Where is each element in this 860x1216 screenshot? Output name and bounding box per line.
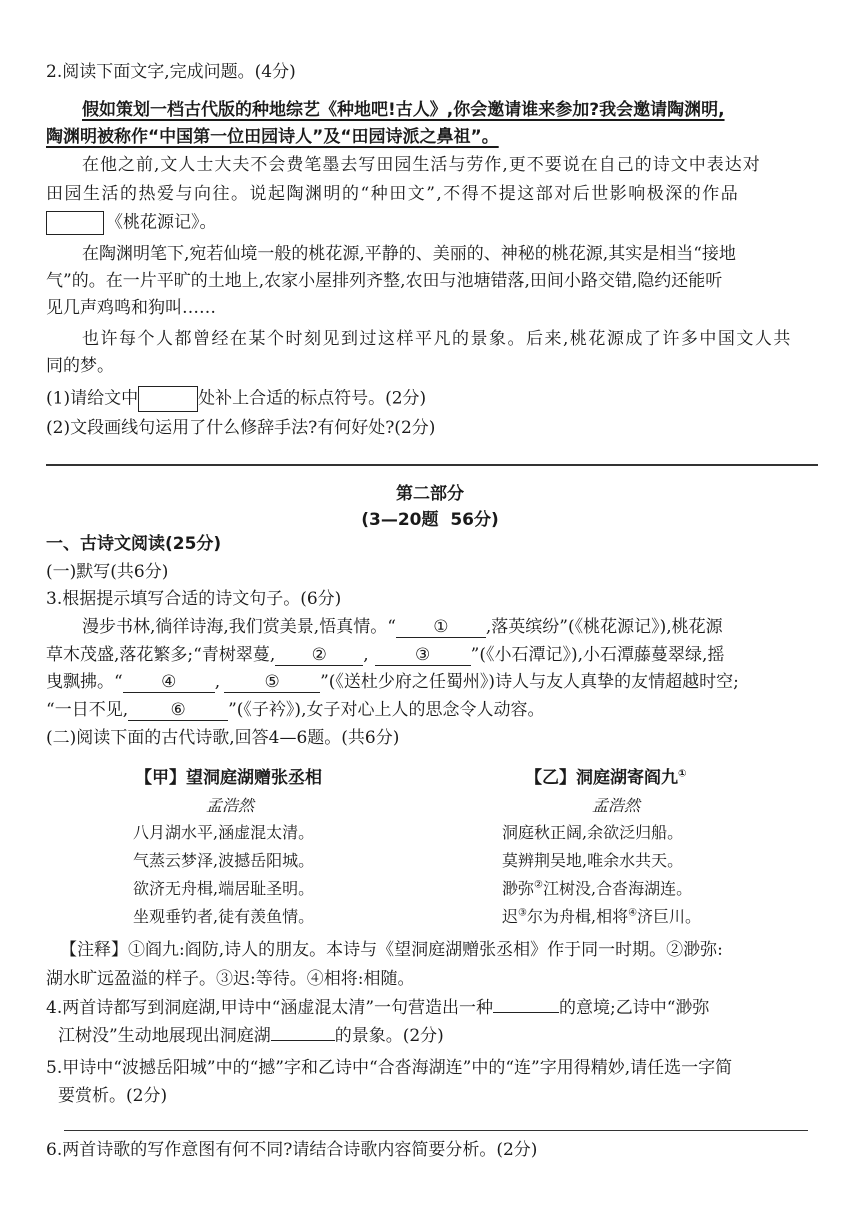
q3-line1: 漫步书林,徜徉诗海,我们赏美景,悟真情。“ ① ,落英缤纷”(《桃花源记》),桃花源 [82, 617, 723, 637]
q2-para3-line2: 气”的。在一片平旷的土地上,农家小屋排列齐整,农田与池塘错落,田间小路交错,隐约还能听 [46, 271, 723, 291]
fill-blank-2[interactable]: ② [275, 645, 363, 666]
footnote-marker: ③ [518, 907, 527, 919]
q4-line2: 江树没”生动地展现出洞庭湖 的景象。(2分) [58, 1026, 444, 1046]
q3-line4: “一日不见, ⑥ ”(《子衿》),女子对心上人的思念令人动容。 [46, 700, 545, 720]
q5-line2: 要赏析。(2分) [58, 1086, 168, 1106]
fill-blank-3[interactable]: ③ [375, 645, 471, 666]
poem-b-title: 【乙】洞庭湖寄阎九① [525, 768, 687, 788]
q2-para4-line1: 也许每个人都曾经在某个时刻见到过这样平凡的景象。后来,桃花源成了许多中国文人共 [82, 329, 792, 349]
part2-title: 第二部分 [396, 484, 464, 504]
fill-blank-6[interactable]: ⑥ [128, 700, 228, 721]
q5-line1: 5.甲诗中“波撼岳阳城”中的“撼”字和乙诗中“合沓海湖连”中的“连”字用得精妙,请任选一字简 [46, 1058, 733, 1078]
answer-line[interactable] [64, 1130, 808, 1131]
footnote-marker: ④ [628, 907, 638, 919]
q2-underlined-line-1: 假如策划一档古代版的种地综艺《种地吧!古人》,你会邀请谁来参加?我会邀请陶渊明, [82, 100, 725, 120]
footnote-marker: ① [678, 768, 687, 780]
poem-b-line: 洞庭秋正阔,余欲泛归船。 [502, 823, 684, 842]
footnote-marker: ② [534, 879, 543, 891]
q4-line1: 4.两首诗都写到洞庭湖,甲诗中“涵虚混太清”一句营造出一种 的意境;乙诗中“渺弥 [46, 998, 710, 1018]
q6-line1: 6.两首诗歌的写作意图有何不同?请结合诗歌内容简要分析。(2分) [46, 1140, 538, 1160]
q2-para4-line2: 同的梦。 [46, 356, 114, 376]
poem-a-line: 八月湖水平,涵虚混太清。 [133, 823, 315, 842]
q3-line2: 草木茂盛,落花繁多;“青树翠蔓, ② , ③ ”(《小石潭记》),小石潭藤蔓翠绿,摇 [46, 645, 725, 665]
poem-a-author: 孟浩然 [206, 796, 255, 815]
book-title-text: 《桃花源记》。 [106, 212, 217, 233]
q2-header: 2.阅读下面文字,完成问题。(4分) [46, 62, 296, 82]
q2-sub1: (1)请给文中 处补上合适的标点符号。(2分) [46, 386, 426, 412]
q2-para3-line1: 在陶渊明笔下,宛若仙境一般的桃花源,平静的、美丽的、神秘的桃花源,其实是相当“接地 [82, 244, 736, 264]
divider-line [46, 464, 818, 466]
part2-subtitle: (3—20题 56分) [361, 510, 499, 530]
fill-blank-1[interactable]: ① [396, 617, 486, 638]
q2-para2-line3 [46, 211, 217, 235]
punctuation-blank-box[interactable] [46, 211, 104, 235]
q4-blank-1[interactable] [493, 1012, 559, 1013]
poem-b-line: 迟③尔为舟楫,相将④济巨川。 [502, 907, 702, 926]
section1-header: 一、古诗文阅读(25分) [46, 534, 222, 554]
notes-line2: 湖水旷远盈溢的样子。③迟:等待。④相将:相随。 [46, 969, 415, 989]
notes-line1: 【注释】①阎九:阎防,诗人的朋友。本诗与《望洞庭湖赠张丞相》作于同一时期。②渺弥: [60, 940, 723, 960]
q4-blank-2[interactable] [271, 1040, 335, 1041]
q2-para2-line1: 在他之前,文人士大夫不会费笔墨去写田园生活与劳作,更不要说在自己的诗文中表达对 [82, 155, 761, 175]
poem-b-author: 孟浩然 [592, 796, 641, 815]
q2-para2-line2: 田园生活的热爱与向往。说起陶渊明的“种田文”,不得不提这部对后世影响极深的作品 [46, 184, 740, 204]
poem-a-line: 坐观垂钓者,徒有羡鱼情。 [133, 907, 315, 926]
poem-a-title: 【甲】望洞庭湖赠张丞相 [135, 768, 322, 788]
q2-underlined-line-2: 陶渊明被称作“中国第一位田园诗人”及“田园诗派之鼻祖”。 [46, 127, 499, 147]
poem-a-line: 欲济无舟楫,端居耻圣明。 [133, 879, 315, 898]
poem-a-line: 气蒸云梦泽,波撼岳阳城。 [133, 851, 315, 870]
q2-sub2: (2)文段画线句运用了什么修辞手法?有何好处?(2分) [46, 418, 436, 438]
q3-header: 3.根据提示填写合适的诗文句子。(6分) [46, 589, 342, 609]
q3-line3: 曳飘拂。“ ④ , ⑤ ”(《送杜少府之任蜀州》)诗人与友人真挚的友情超越时空; [46, 672, 739, 692]
poem-b-line: 莫辨荆吴地,唯余水共天。 [502, 851, 684, 870]
fill-blank-4[interactable]: ④ [123, 672, 215, 693]
section1-sub-a: (一)默写(共6分) [46, 562, 169, 582]
fill-blank-5[interactable]: ⑤ [224, 672, 320, 693]
section1-sub-b: (二)阅读下面的古代诗歌,回答4—6题。(共6分) [46, 728, 400, 748]
poem-b-line: 渺弥②江树没,合沓海湖连。 [502, 879, 693, 898]
q2-para3-line3: 见几声鸡鸣和狗叫…… [46, 298, 216, 318]
answer-box[interactable] [138, 386, 198, 412]
